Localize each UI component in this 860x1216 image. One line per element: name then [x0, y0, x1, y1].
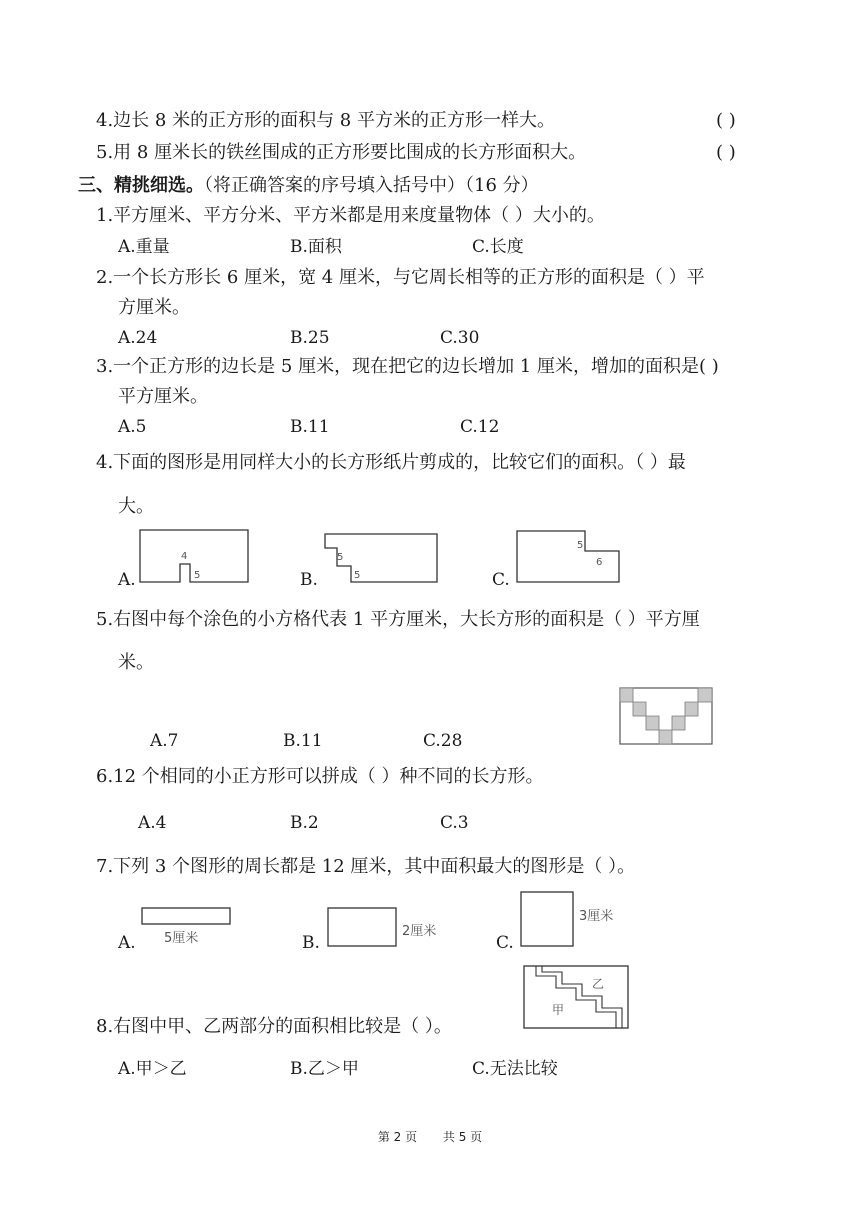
question-3-cont: 平方厘米。	[118, 386, 208, 407]
answer-paren[interactable]: ( )	[716, 110, 736, 131]
question-2-cont: 方厘米。	[118, 297, 190, 318]
question-4-cont: 大。	[118, 496, 154, 517]
option-c[interactable]: C.28	[423, 731, 463, 751]
judgement-q4: 4.边长 8 米的正方形的面积与 8 平方米的正方形一样大。	[96, 110, 555, 131]
rect-5cm-figure	[140, 906, 236, 948]
label-b-side: 5	[354, 570, 361, 581]
square-3cm-figure	[519, 890, 629, 950]
page-footer	[0, 1128, 860, 1145]
option-c[interactable]: C.12	[460, 417, 500, 437]
option-c[interactable]: C.30	[440, 328, 480, 348]
label-jia: 甲	[552, 1003, 565, 1017]
label-b-top: 5	[337, 552, 344, 563]
option-c[interactable]: C.	[492, 570, 510, 590]
section-title: 三、精挑细选。	[78, 175, 204, 196]
question-6: 6.12 个相同的小正方形可以拼成（ ）种不同的长方形。	[96, 766, 544, 787]
label-a-side: 5	[194, 570, 201, 581]
staircase-figure	[522, 964, 634, 1032]
option-b[interactable]: B.25	[290, 328, 330, 348]
option-a[interactable]: A.	[118, 933, 136, 953]
option-a[interactable]: A.重量	[118, 237, 170, 257]
option-a[interactable]: A.7	[150, 731, 179, 751]
judgement-q5: 5.用 8 厘米长的铁丝围成的正方形要比围成的长方形面积大。	[96, 142, 587, 163]
option-c[interactable]: C.无法比较	[472, 1059, 558, 1079]
option-a[interactable]: A.5	[118, 417, 147, 437]
question-2: 2.一个长方形长 6 厘米，宽 4 厘米，与它周长相等的正方形的面积是（ ）平	[96, 267, 705, 288]
option-a[interactable]: A.	[118, 570, 136, 590]
label-5cm: 5厘米	[164, 931, 199, 946]
section-heading	[78, 175, 539, 197]
option-b[interactable]: B.乙＞甲	[290, 1059, 359, 1079]
shape-a-figure	[138, 528, 252, 586]
question-5: 5.右图中每个涂色的小方格代表 1 平方厘米，大长方形的面积是（ ）平方厘	[96, 609, 700, 630]
label-2cm: 2厘米	[402, 924, 437, 939]
label-c-side: 6	[596, 557, 603, 568]
question-1: 1.平方厘米、平方分米、平方米都是用来度量物体（ ）大小的。	[96, 205, 605, 226]
option-b[interactable]: B.2	[290, 813, 319, 833]
grid-figure	[618, 686, 714, 746]
label-c-top: 5	[577, 540, 584, 551]
option-b[interactable]: B.	[302, 933, 320, 953]
label-yi: 乙	[592, 977, 605, 991]
option-b[interactable]: B.面积	[290, 237, 342, 257]
question-5-cont: 米。	[118, 652, 154, 673]
option-c[interactable]: C.3	[440, 813, 469, 833]
rect-2cm-figure	[326, 906, 456, 950]
question-7: 7.下列 3 个图形的周长都是 12 厘米，其中面积最大的图形是（ ）。	[96, 856, 636, 877]
option-b[interactable]: B.11	[283, 731, 323, 751]
shape-c-figure	[515, 529, 623, 585]
option-c[interactable]: C.长度	[472, 237, 524, 257]
answer-paren[interactable]: ( )	[716, 142, 736, 163]
label-a-top: 4	[181, 551, 188, 562]
label-3cm: 3厘米	[579, 909, 614, 924]
question-8: 8.右图中甲、乙两部分的面积相比较是（ ）。	[96, 1016, 452, 1037]
option-b[interactable]: B.	[300, 570, 318, 590]
option-c[interactable]: C.	[496, 933, 514, 953]
page-total: 共 5 页	[442, 1130, 483, 1144]
option-a[interactable]: A.4	[138, 813, 167, 833]
section-note: （将正确答案的序号填入括号中）（16 分）	[204, 175, 539, 196]
shape-b-figure	[323, 532, 441, 586]
option-b[interactable]: B.11	[290, 417, 330, 437]
page-number: 第 2 页	[377, 1130, 418, 1144]
question-3: 3.一个正方形的边长是 5 厘米，现在把它的边长增加 1 厘米，增加的面积是( )	[96, 356, 719, 377]
option-a[interactable]: A.24	[118, 328, 158, 348]
question-4: 4.下面的图形是用同样大小的长方形纸片剪成的，比较它们的面积。（ ）最	[96, 452, 686, 473]
option-a[interactable]: A.甲＞乙	[118, 1059, 187, 1079]
